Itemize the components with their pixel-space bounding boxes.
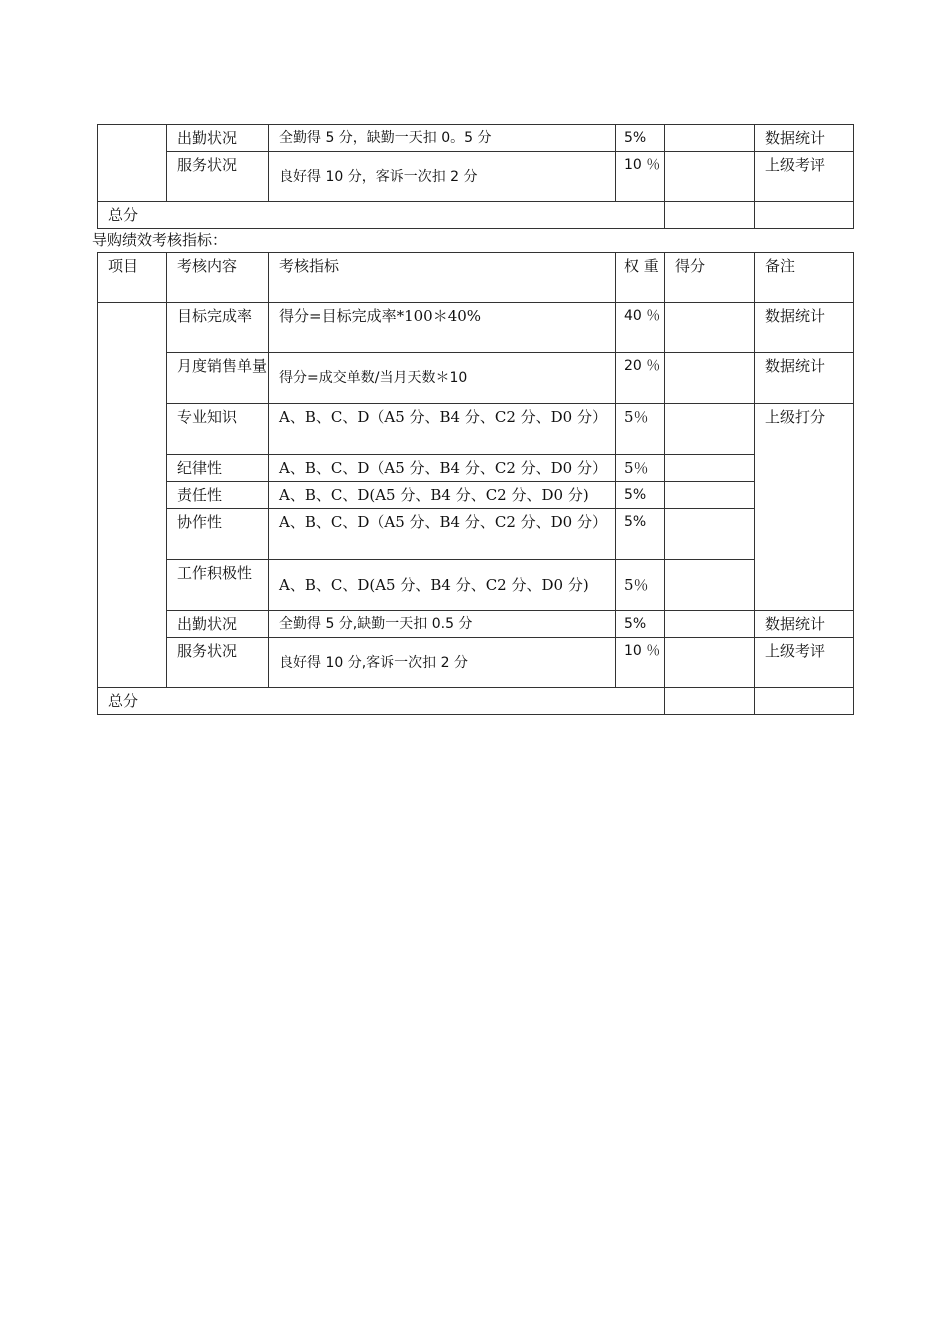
note-cell: 上级打分 [755, 404, 854, 611]
score-cell [665, 404, 755, 455]
weight-cell: 20 ％ [616, 353, 665, 404]
indicator-cell: 得分=目标完成率*100＊40% [269, 303, 616, 353]
content-cell: 服务状况 [167, 152, 269, 202]
table-row [98, 560, 854, 611]
total-row [98, 688, 854, 715]
content-cell: 协作性 [167, 509, 269, 560]
table-row [98, 611, 854, 638]
note-cell: 上级考评 [755, 152, 854, 202]
indicator-cell: 全勤得 5 分,缺勤一天扣 0.5 分 [269, 611, 616, 638]
project-cell [98, 125, 167, 202]
score-cell [665, 509, 755, 560]
table-row [98, 125, 854, 152]
score-cell [665, 482, 755, 509]
score-cell [665, 638, 755, 688]
sales-guide-kpi-table [97, 252, 854, 715]
header-indicator: 考核指标 [269, 253, 616, 303]
total-score-cell [665, 202, 755, 229]
header-score: 得分 [665, 253, 755, 303]
table-row [98, 353, 854, 404]
indicator-cell: 全勤得 5 分，缺勤一天扣 0。5 分 [269, 125, 616, 152]
indicator-cell: 得分=成交单数/当月天数＊10 [269, 353, 616, 404]
header-project: 项目 [98, 253, 167, 303]
total-row [98, 202, 854, 229]
weight-cell: 10 ％ [616, 638, 665, 688]
header-weight: 权 重 [616, 253, 665, 303]
header-row [98, 253, 854, 303]
content-cell: 月度销售单量 [167, 353, 269, 404]
indicator-cell: A、B、C、D（A5 分、B4 分、C2 分、D0 分） [269, 509, 616, 560]
table-row [98, 303, 854, 353]
total-label: 总分 [98, 202, 665, 229]
total-note-cell [755, 688, 854, 715]
weight-cell: 5% [616, 125, 665, 152]
score-cell [665, 455, 755, 482]
table-row [98, 509, 854, 560]
content-cell: 出勤状况 [167, 125, 269, 152]
content-cell: 工作积极性 [167, 560, 269, 611]
total-label: 总分 [98, 688, 665, 715]
score-cell [665, 611, 755, 638]
section-caption: 导购绩效考核指标： [92, 231, 228, 249]
table-row [98, 404, 854, 455]
total-note-cell [755, 202, 854, 229]
note-cell: 数据统计 [755, 125, 854, 152]
score-cell [665, 152, 755, 202]
note-cell: 数据统计 [755, 611, 854, 638]
indicator-cell: A、B、C、D（A5 分、B4 分、C2 分、D0 分） [269, 455, 616, 482]
indicator-cell: A、B、C、D(A5 分、B4 分、C2 分、D0 分) [269, 482, 616, 509]
indicator-cell: 良好得 10 分,客诉一次扣 2 分 [269, 638, 616, 688]
weight-cell: 10 ％ [616, 152, 665, 202]
weight-cell: 5％ [616, 455, 665, 482]
table-row [98, 455, 854, 482]
content-cell: 专业知识 [167, 404, 269, 455]
note-cell: 上级考评 [755, 638, 854, 688]
content-cell: 出勤状况 [167, 611, 269, 638]
weight-cell: 40 ％ [616, 303, 665, 353]
content-cell: 责任性 [167, 482, 269, 509]
table-row [98, 638, 854, 688]
header-content: 考核内容 [167, 253, 269, 303]
content-cell: 服务状况 [167, 638, 269, 688]
content-cell: 纪律性 [167, 455, 269, 482]
weight-cell: 5% [616, 611, 665, 638]
indicator-cell: 良好得 10 分，客诉一次扣 2 分 [269, 152, 616, 202]
indicator-cell: A、B、C、D（A5 分、B4 分、C2 分、D0 分） [269, 404, 616, 455]
total-score-cell [665, 688, 755, 715]
table-row [98, 152, 854, 202]
weight-cell: 5% [616, 509, 665, 560]
note-cell: 数据统计 [755, 353, 854, 404]
header-note: 备注 [755, 253, 854, 303]
score-cell [665, 125, 755, 152]
note-cell: 数据统计 [755, 303, 854, 353]
score-cell [665, 353, 755, 404]
weight-cell: 5% [616, 482, 665, 509]
weight-cell: 5％ [616, 560, 665, 611]
weight-cell: 5％ [616, 404, 665, 455]
table-row [98, 482, 854, 509]
project-cell [98, 303, 167, 688]
content-cell: 目标完成率 [167, 303, 269, 353]
score-cell [665, 303, 755, 353]
attendance-service-table [97, 124, 854, 229]
score-cell [665, 560, 755, 611]
indicator-cell: A、B、C、D(A5 分、B4 分、C2 分、D0 分) [269, 560, 616, 611]
